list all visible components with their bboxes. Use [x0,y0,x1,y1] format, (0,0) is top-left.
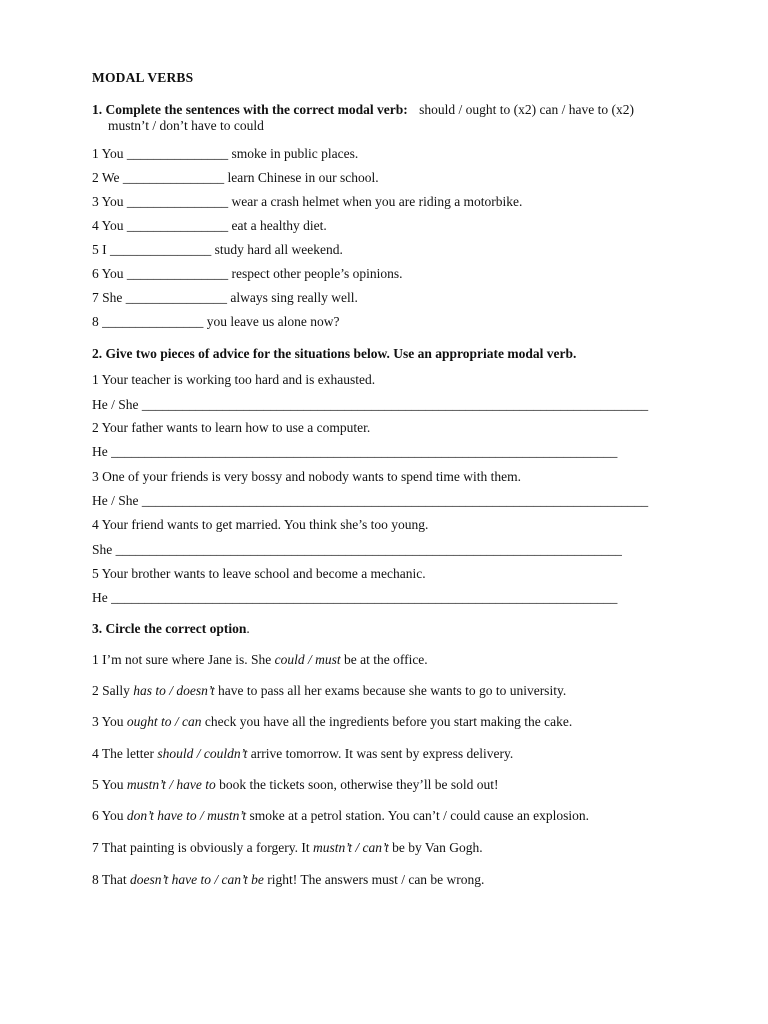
exercise-2-situation: 3 One of your friends is very bossy and nobody wants to spend time with them. [92,469,521,484]
heading-period: . [246,621,250,636]
item-number: 5 I [92,242,107,257]
item-number: 1 You [92,146,124,161]
answer-blank: _______________ [126,146,229,161]
exercise-2-situation: 4 Your friend wants to get married. You think she’s too young. [92,517,429,532]
worksheet-title: MODAL VERBS [92,70,194,85]
exercise-2-situation: 1 Your teacher is working too hard and is exhausted. [92,372,376,387]
exercise-1-item [92,218,327,234]
exercise-1-heading [92,102,634,118]
item-text: have to pass all her exams because she wants to go to university. [214,683,567,698]
item-number: 7 She [92,290,123,305]
item-text: check you have all the ingredients before you start making the cake. [201,714,573,729]
answer-blank: _______________ [126,266,229,281]
exercise-2-answer-line: She ___________________________________________________________________________ [92,542,622,557]
answer-blank: _______________ [110,242,212,257]
item-text: respect other people’s opinions. [231,266,403,281]
exercise-1-item [92,242,343,258]
item-text: smoke in public places. [231,146,359,161]
item-text: be by Van Gogh. [388,840,483,855]
item-text: 5 You [92,777,127,792]
item-number: 6 You [92,266,124,281]
exercise-3-item [92,652,428,668]
answer-blank: _______________ [122,170,225,185]
item-number: 8 [92,314,99,329]
item-text: wear a crash helmet when you are riding a motorbike. [231,194,523,209]
exercise-1-options: should / ought to (x2) can / have to (x2) [419,102,635,117]
item-text: you leave us alone now? [206,314,340,329]
option-choice: has to / doesn’t [133,683,215,698]
item-number: 3 You [92,194,124,209]
answer-blank: _______________ [102,314,204,329]
item-text: smoke at a petrol station. You can’t / could cause an explosion. [246,808,589,823]
item-text: 2 Sally [92,683,134,698]
exercise-1-item [92,266,403,282]
exercise-2-situation: 2 Your father wants to learn how to use a computer. [92,420,371,435]
exercise-3-heading [92,621,250,637]
exercise-2-answer-line: He ___________________________________________________________________________ [92,444,618,459]
item-text: 8 That [92,872,130,887]
option-choice: doesn’t have to / can’t be [130,872,264,887]
item-number: 4 You [92,218,124,233]
exercise-2-answer-line: He / She ___________________________________________________________________________ [92,493,649,508]
exercise-1-item [92,194,522,210]
item-number: 2 We [92,170,120,185]
exercise-2-answer-line: He ___________________________________________________________________________ [92,590,618,605]
item-text: 3 You [92,714,127,729]
answer-blank: _______________ [126,218,229,233]
exercise-3-item [92,872,484,888]
exercise-1-options-continued: mustn’t / don’t have to could [108,118,264,133]
exercise-1-item [92,290,358,306]
exercise-3-instruction: 3. Circle the correct option [92,621,247,636]
exercise-3-item [92,840,483,856]
exercise-3-item [92,746,513,762]
option-choice: don’t have to / mustn’t [126,808,247,823]
item-text: book the tickets soon, otherwise they’ll be sold out! [215,777,499,792]
exercise-3-item [92,777,498,793]
item-text: 6 You [92,808,127,823]
item-text: 4 The letter [92,746,158,761]
exercise-1-instruction: 1. Complete the sentences with the correct modal verb: [92,102,408,117]
option-choice: mustn’t / can’t [312,840,389,855]
item-text: arrive tomorrow. It was sent by express delivery. [247,746,514,761]
item-text: 7 That painting is obviously a forgery. It [92,840,313,855]
option-choice: could / must [274,652,341,667]
item-text: 1 I’m not sure where Jane is. She [92,652,275,667]
item-text: right! The answers must / can be wrong. [263,872,485,887]
exercise-1-item [92,170,379,186]
exercise-3-item [92,714,572,730]
exercise-2-situation: 5 Your brother wants to leave school and become a mechanic. [92,566,426,581]
exercise-3-item [92,683,566,699]
item-text: be at the office. [340,652,428,667]
item-text: study hard all weekend. [214,242,343,257]
option-choice: should / couldn’t [157,746,248,761]
exercise-1-item [92,314,339,330]
exercise-3-item [92,808,589,824]
option-choice: mustn’t / have to [126,777,216,792]
item-text: always sing really well. [230,290,358,305]
item-text: learn Chinese in our school. [227,170,379,185]
option-choice: ought to / can [126,714,202,729]
exercise-2-answer-line: He / She ___________________________________________________________________________ [92,397,649,412]
answer-blank: _______________ [125,290,227,305]
item-text: eat a healthy diet. [231,218,327,233]
answer-blank: _______________ [126,194,229,209]
exercise-2-heading: 2. Give two pieces of advice for the situations below. Use an appropriate modal verb. [92,346,577,361]
exercise-1-item [92,146,358,162]
